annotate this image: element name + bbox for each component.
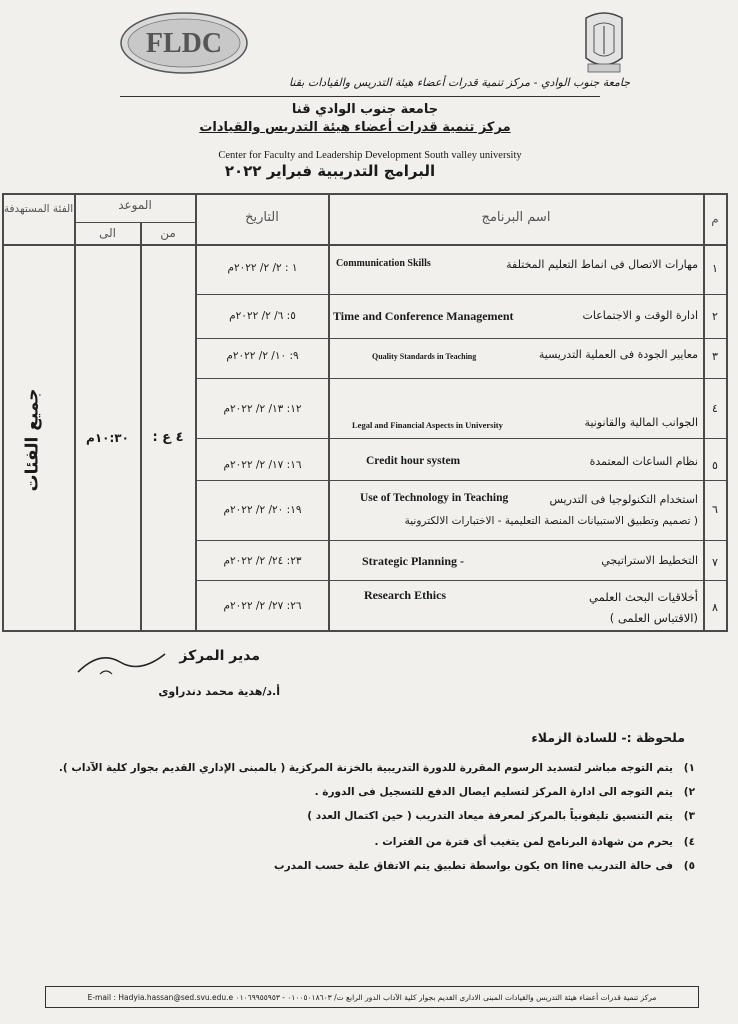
notes-title: ملحوظة :- للسادة الزملاء (531, 730, 685, 745)
note-item: ٣)يتم التنسيق تليفونياً بالمركز لمعرفة ميعاد التدريب ( حين اكتمال العدد ) (307, 810, 695, 822)
program-date: ٢٣: ٢٤/ ٢/ ٢٠٢٢م (223, 555, 302, 567)
center-name-en: Center for Faculty and Leadership Development South valley university (218, 150, 522, 161)
program-en: Legal and Financial Aspects in University (352, 420, 503, 430)
program-ar-detail: (الاقتباس العلمى ) (609, 611, 698, 625)
row-num: ٤ (712, 402, 718, 415)
row-num: ١ (712, 262, 718, 275)
program-ar: مهارات الاتصال فى انماط التعليم المختلفة (506, 258, 698, 271)
note-item: ٢)يتم التوجه الى ادارة المركز لتسليم ايصال الدفع للتسجيل فى الدورة . (314, 786, 695, 798)
header-line: جامعة جنوب الوادي - مركز تنمية قدرات أعضاء هيئة التدريس والقيادات بقنا (289, 76, 630, 89)
program-ar: الجوانب المالية والقانونية (584, 416, 698, 429)
program-ar: نظام الساعات المعتمدة (589, 455, 698, 468)
program-en: Quality Standards in Teaching (372, 352, 477, 361)
signature-name: أ.د/هدية محمد دندراوى (158, 685, 280, 698)
row-num: ٨ (712, 601, 718, 614)
row-num: ٢ (712, 310, 718, 323)
program-ar: أخلاقيات البحث العلمي (589, 590, 698, 604)
program-date: ٩: ١٠/ ٢/ ٢٠٢٢م (226, 350, 299, 362)
footer-text: مركز تنمية قدرات أعضاء هيئة التدريس والقيادات المبنى الادارى القديم بجوار كلية الآداب الدور الرابع ت/ ٠١٠٠٥٠١٨٦٠٣ - ٠١٠٦٩٩٥٥٩٥٣ E-mail : Hadyia.hassan@sed.svu.edu.e (87, 992, 657, 1002)
program-en: Time and Conference Management (333, 309, 514, 323)
note-item: ٤)يحرم من شهادة البرنامج لمن يتغيب أى فترة من الفترات . (374, 836, 695, 848)
signature-mark (70, 640, 170, 680)
header-to: الى (99, 226, 116, 240)
program-en: Communication Skills (336, 258, 431, 269)
document-title: البرامج التدريبية فبراير ٢٠٢٢ (224, 162, 436, 180)
note-item: ٥)فى حالة التدريب on line يكون بواسطة تطبيق يتم الاتفاق علية حسب المدرب (274, 860, 695, 872)
program-en: Strategic Planning - (362, 554, 464, 568)
footer-contact (45, 986, 699, 1008)
header-divider (120, 96, 600, 97)
program-date: ٢٦: ٢٧/ ٢/ ٢٠٢٢م (223, 600, 302, 612)
program-ar: التخطيط الاستراتيجي (601, 554, 698, 567)
time-from-value: ٤ ع : (152, 430, 184, 445)
program-en: Use of Technology in Teaching (360, 492, 509, 504)
program-date: ١٦: ١٧/ ٢/ ٢٠٢٢م (223, 459, 302, 471)
university-name: جامعة جنوب الوادي قنا (291, 102, 439, 117)
program-date: ١٢: ١٣/ ٢/ ٢٠٢٢م (223, 403, 302, 415)
header-program: اسم البرنامج (481, 210, 551, 225)
program-ar: معايير الجودة فى العملية التدريسية (538, 348, 698, 361)
fldc-logo-text: FLDC (145, 28, 223, 59)
time-to-value: ١٠:٣٠م (86, 431, 129, 445)
header-category: الفئة المستهدفة (3, 203, 74, 215)
program-date: ١ : ٢/ ٢/ ٢٠٢٢م (227, 262, 298, 274)
header-num: م (711, 212, 719, 226)
program-ar-detail: ( تصميم وتطبيق الاستبيانات المنصة التعليمية - الاختبارات الالكترونية (404, 515, 698, 527)
row-num: ٥ (712, 459, 718, 472)
header-date: التاريخ (245, 210, 279, 225)
center-name-ar: مركز تنمية قدرات أعضاء هيئة التدريس والقيادات (199, 120, 511, 135)
fldc-logo (118, 10, 250, 76)
program-ar: استخدام التكنولوجيا فى التدريس (549, 493, 698, 506)
program-date: ١٩: ٢٠/ ٢/ ٢٠٢٢م (223, 504, 302, 516)
note-item: ١)يتم التوجه مباشر لتسديد الرسوم المقررة للدورة التدريبية بالخزنة المركزية ( بالمبنى الإداري القديم بجوار كلية الآداب ). (58, 762, 695, 774)
row-num: ٣ (712, 350, 718, 363)
program-ar: ادارة الوقت و الاجتماعات (582, 309, 698, 322)
program-en: Credit hour system (366, 455, 461, 467)
header-from: من (160, 226, 176, 240)
program-en: Research Ethics (364, 588, 447, 602)
signature-title: مدير المركز (179, 648, 260, 664)
university-logo (580, 8, 628, 76)
header-time: الموعد (118, 198, 152, 212)
row-num: ٧ (712, 556, 718, 569)
category-cell (2, 250, 62, 630)
category-value: جميع الفئات (22, 388, 43, 492)
program-date: ٥: ٦/ ٢/ ٢٠٢٢م (229, 310, 296, 322)
row-num: ٦ (712, 503, 718, 516)
